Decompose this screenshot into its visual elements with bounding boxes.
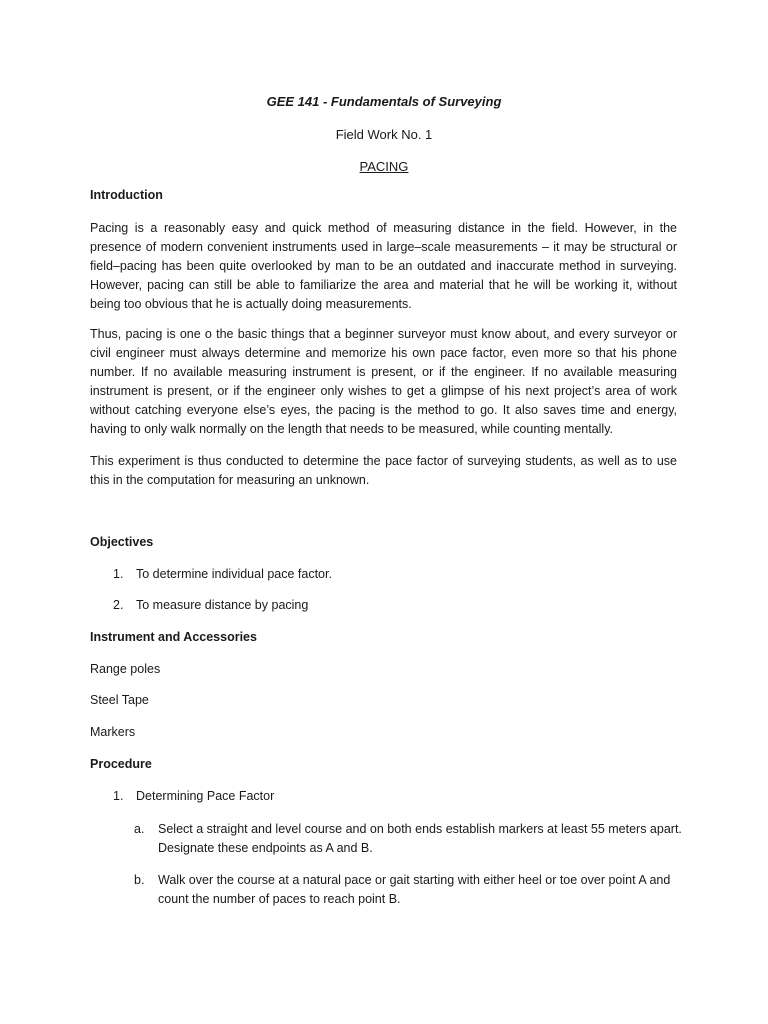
procedure-substep-text: Select a straight and level course and on both ends establish markers at least 55 meters apart. Designate these endpoints as A and B. (158, 822, 682, 855)
introduction-paragraph-2: Thus, pacing is one o the basic things that a beginner surveyor must know about, and every surveyor or civil engineer must always determine and memorize his own pace factor, even more so that his phone number. If no available measuring instrument is present, or if the engineer. If no available measuring instrument is present, or if the engineer only wishes to get a glimpse of his next project’s area of work without catching everyone else’s eyes, the pacing is the method to go. It also saves time and energy, having to only walk normally on the length that needs to be measured, while counting mentally. (90, 327, 677, 436)
document-subtitle: Field Work No. 1 (335, 127, 433, 142)
procedure-substep-letter: b. (134, 873, 145, 887)
objective-number: 2. (113, 598, 124, 612)
introduction-heading: Introduction (90, 188, 163, 202)
introduction-paragraph-3: This experiment is thus conducted to determine the pace factor of surveying students, as well as to use this in the computation for measuring an unknown. (90, 454, 677, 487)
objectives-heading: Objectives (90, 535, 154, 549)
instrument-item: Range poles (90, 662, 161, 676)
objective-text: To determine individual pace factor. (136, 567, 332, 581)
document-topic-text: PACING (359, 159, 409, 174)
objective-number: 1. (113, 567, 124, 581)
procedure-substep-letter: a. (134, 822, 145, 836)
introduction-paragraph-1: Pacing is a reasonably easy and quick method of measuring distance in the field. However, in the presence of modern convenient instruments used in large–scale measurements – it may be structural or field–pacing has been quite overlooked by man to be an outdated and inaccurate method in surveying. However, pacing can still be able to familiarize the area and material that he will be working it, without being too obvious that he is actually doing measurements. (90, 221, 677, 311)
instruments-heading: Instrument and Accessories (90, 630, 257, 644)
procedure-substep-text: Walk over the course at a natural pace or gait starting with either heel or toe over point A and count the number of paces to reach point B. (158, 873, 671, 906)
procedure-step-text: Determining Pace Factor (136, 789, 275, 803)
instrument-item: Steel Tape (90, 693, 149, 707)
document-topic (0, 159, 768, 174)
instrument-item: Markers (90, 725, 136, 739)
procedure-step-number: 1. (113, 789, 124, 803)
objective-text: To measure distance by pacing (136, 598, 309, 612)
procedure-heading: Procedure (90, 757, 152, 771)
document-title: GEE 141 - Fundamentals of Surveying (266, 94, 502, 109)
